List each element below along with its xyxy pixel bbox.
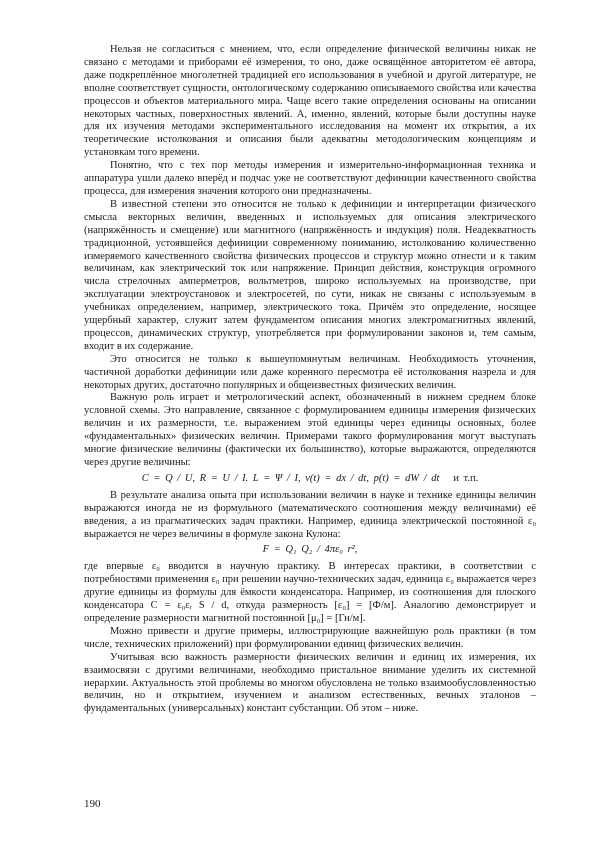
paragraph: Можно привести и другие примеры, иллюстрирующие важнейшую роль практики (в том числе, технических приложений) при формулировании единиц физических величин. <box>84 625 536 650</box>
paragraph: Важную роль играет и метрологический аспект, обозначенный в нижнем среднем блоке условной схемы. Это направление, связанное с формулированием единицы измерения физических величин и их размерности, т.е. выражением этой единицы через единицы основных, более «фундаментальных» физических величин. Примерами такого формулирования могут выступать многие физические величины (фактически их большинство), которые выражаются, определяются через другие величины: <box>84 392 536 468</box>
paragraph: Понятно, что с тех пор методы измерения и измерительно-информационная техника и аппаратура ушли далеко вперёд и подчас уже не соответствуют дефиниции качественного свойства процесса, для измерения значения которого они предназначены. <box>84 160 536 197</box>
formula-tail: и т.п. <box>453 472 479 484</box>
formula-definitions <box>84 473 536 486</box>
page-number: 190 <box>84 798 101 810</box>
paragraph: В результате анализа опыта при использовании величин в науке и технике единицы величин выражаются иногда не из формульного (математического соотношения между величинами) её введения, а из прагматических задач практики. Например, единица электрической постоянной ε₀ выражается не через величины в формуле закона Кулона: <box>84 489 536 540</box>
paragraph: где впервые ε₀ вводится в научную практику. В интересах практики, в соответствии с потребностями применения ε₀ при решении научно-технических задач, единица ε₀ выражается через другие единицы из формулы для ёмкости конденсатора. Например, из соотношения для плоского конденсатора C = ε₀εᵣ S / d, откуда размерность [ε₀] = [Ф/м]. Аналогию демонстрирует и определение размерности магнитной постоянной [μ₀] = [Гн/м]. <box>84 561 536 624</box>
paragraph: В известной степени это относится не только к дефиниции и интерпретации физического смысла векторных величин, введенных и используемых для описания электрического (напряжённость и смещение) или магнитного (напряжённость и индукция) поля. Неадекватность традиционной, устоявшейся дефиниции современному пониманию, истолкованию количественно измеряемого качественного свойства физических процессов и структур можно отнести и к таким величинам, как электрический ток или напряжение. Принцип действия, конструкция огромного числа стрелочных амперметров, вольтметров, широко используемых на производстве, при эксплуатации электроустановок и электросетей, по сути, никак не связаны с используемым в учебниках определением, например, электрического тока. Причём это определение, носящее ущербный характер, служит затем фундаментом описания многих электромагнитных явлений, процессов, динамических структур, употребляется при формулировании законов и, тем самым, входит в их содержание. <box>84 198 536 352</box>
formula-text: C = Q / U, R = U / I. L = Ψ / I, v(t) = dx / dt, p(t) = dW / dt <box>141 472 440 484</box>
page-body <box>84 44 536 716</box>
paragraph: Нельзя не согласиться с мнением, что, если определение физической величины никак не связано с методами и приборами её измерения, то оно, даже освящённое авторитетом её автора, даже подкреплённое многолетней традицией его использования в учебной и другой литературе, не вполне соответствует сущности, онтологическому содержанию описываемого свойства или качества процессов и объектов материального мира. Чаще всего такие определения основаны на описании некоторых частных, поверхностных явлений. А, именно, явлений, которые были доступны науке для их изучения методами экспериментального исследования на момент их открытия, а их теоретические истолкования и описания были адекватны методологическим концепциям и установкам того времени. <box>84 44 536 159</box>
paragraph: Это относится не только к вышеупомянутым величинам. Необходимость уточнения, частичной доработки дефиниции или даже коренного пересмотра её истолкования назрела и для некоторых других, достаточно популярных и общеизвестных физических величин. <box>84 353 536 391</box>
paragraph: Учитывая всю важность размерности физических величин и единиц их измерения, их взаимосвязи с другими величинами, необходимо пристальное внимание уделить их системной иерархии. Актуальность этой проблемы во многом обусловлена не только взаимообусловленностью величин, но и открытием, изучением и анализом естественных, вечных эталонов – фундаментальных (универсальных) констант субстанции. Об этом – ниже. <box>84 651 536 715</box>
formula-coulomb: F = Q₁ Q₂ / 4πε₀ r², <box>262 544 358 556</box>
